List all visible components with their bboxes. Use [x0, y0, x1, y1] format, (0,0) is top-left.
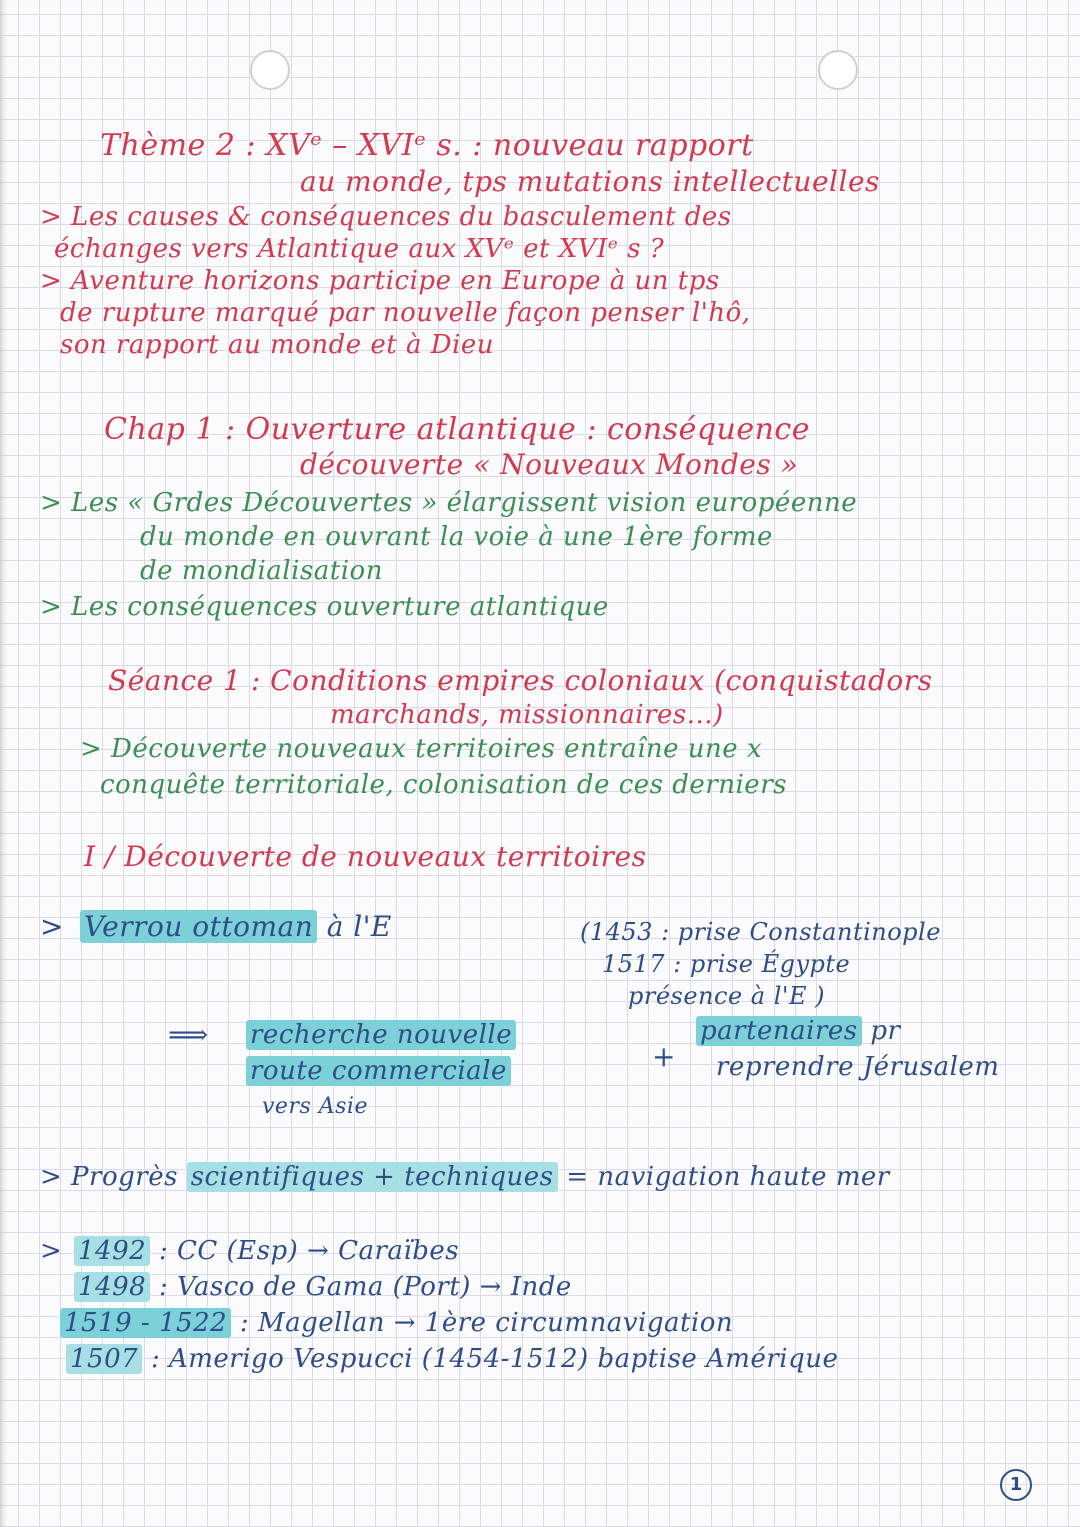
theme-point: > Les causes & conséquences du basculement des — [40, 202, 732, 232]
highlight-route: route commerciale — [246, 1056, 511, 1086]
session-subtitle: marchands, missionnaires...) — [330, 700, 724, 730]
chapter-point: > Les conséquences ouverture atlantique — [40, 592, 609, 622]
chapter-point: de mondialisation — [140, 556, 383, 586]
note-progres — [40, 1162, 890, 1192]
verrou-dates-2: 1517 : prise Égypte — [602, 950, 851, 978]
verrou-dates-1: (1453 : prise Constantinople — [580, 918, 941, 946]
theme-point: de rupture marqué par nouvelle façon penser l'hô, — [60, 298, 751, 328]
session-point: > Découverte nouveaux territoires entraîne une x — [80, 734, 763, 764]
note-partenaires-2: reprendre Jérusalem — [716, 1052, 1000, 1082]
note-recherche-2 — [246, 1056, 511, 1086]
timeline-text: : CC (Esp) → Caraïbes — [158, 1236, 460, 1266]
timeline-item — [60, 1308, 733, 1338]
timeline-item — [74, 1272, 572, 1302]
highlight-partenaires: partenaires — [696, 1016, 862, 1046]
verrou-direction: à l'E — [326, 910, 392, 943]
timeline-text: : Vasco de Gama (Port) → Inde — [158, 1272, 572, 1302]
note-recherche-1 — [246, 1020, 516, 1050]
timeline-date: 1507 — [66, 1344, 142, 1374]
theme-point: > Aventure horizons participe en Europe à un tps — [40, 266, 720, 296]
plus-sign: + — [652, 1040, 676, 1073]
implies-arrow: ⟹ — [168, 1018, 209, 1051]
theme-subtitle: au monde, tps mutations intellectuelles — [300, 165, 880, 198]
punch-hole-right — [818, 50, 858, 90]
partenaires-pr: pr — [870, 1016, 901, 1046]
timeline-date: 1492 — [74, 1236, 150, 1266]
theme-point: échanges vers Atlantique aux XVᵉ et XVIᵉ s ? — [54, 234, 665, 264]
chapter-subtitle: découverte « Nouveaux Mondes » — [300, 448, 799, 481]
verrou-dates-3: présence à l'E ) — [628, 982, 826, 1010]
chapter-title: Chap 1 : Ouverture atlantique : conséquence — [104, 412, 810, 447]
note-partenaires-1 — [696, 1016, 900, 1046]
timeline-date: 1498 — [74, 1272, 150, 1302]
timeline-item — [74, 1236, 459, 1266]
progres-label: > Progrès — [40, 1162, 178, 1192]
theme-point: son rapport au monde et à Dieu — [60, 330, 495, 360]
bullet-marker: > — [40, 910, 64, 943]
page-number-badge: 1 — [1000, 1469, 1032, 1501]
highlight-verrou: Verrou ottoman — [80, 910, 317, 943]
section-title: I / Découverte de nouveaux territoires — [84, 840, 647, 873]
session-point: conquête territoriale, colonisation de ces derniers — [100, 770, 787, 800]
highlight-recherche: recherche nouvelle — [246, 1020, 516, 1050]
timeline-date: 1519 - 1522 — [60, 1308, 231, 1338]
timeline-text: : Amerigo Vespucci (1454-1512) baptise Amérique — [150, 1344, 839, 1374]
progres-result: = navigation haute mer — [566, 1162, 890, 1192]
session-title: Séance 1 : Conditions empires coloniaux (conquistadors — [108, 664, 933, 697]
timeline-text: : Magellan → 1ère circumnavigation — [239, 1308, 734, 1338]
punch-hole-left — [250, 50, 290, 90]
chapter-point: > Les « Grdes Découvertes » élargissent vision européenne — [40, 488, 858, 518]
timeline-item — [66, 1344, 838, 1374]
note-verrou — [80, 910, 392, 943]
note-recherche-3: vers Asie — [262, 1094, 368, 1119]
chapter-point: du monde en ouvrant la voie à une 1ère forme — [140, 522, 773, 552]
timeline-marker: > — [40, 1236, 63, 1266]
theme-title: Thème 2 : XVᵉ – XVIᵉ s. : nouveau rapport — [100, 128, 754, 163]
highlight-progres: scientifiques + techniques — [187, 1162, 558, 1192]
